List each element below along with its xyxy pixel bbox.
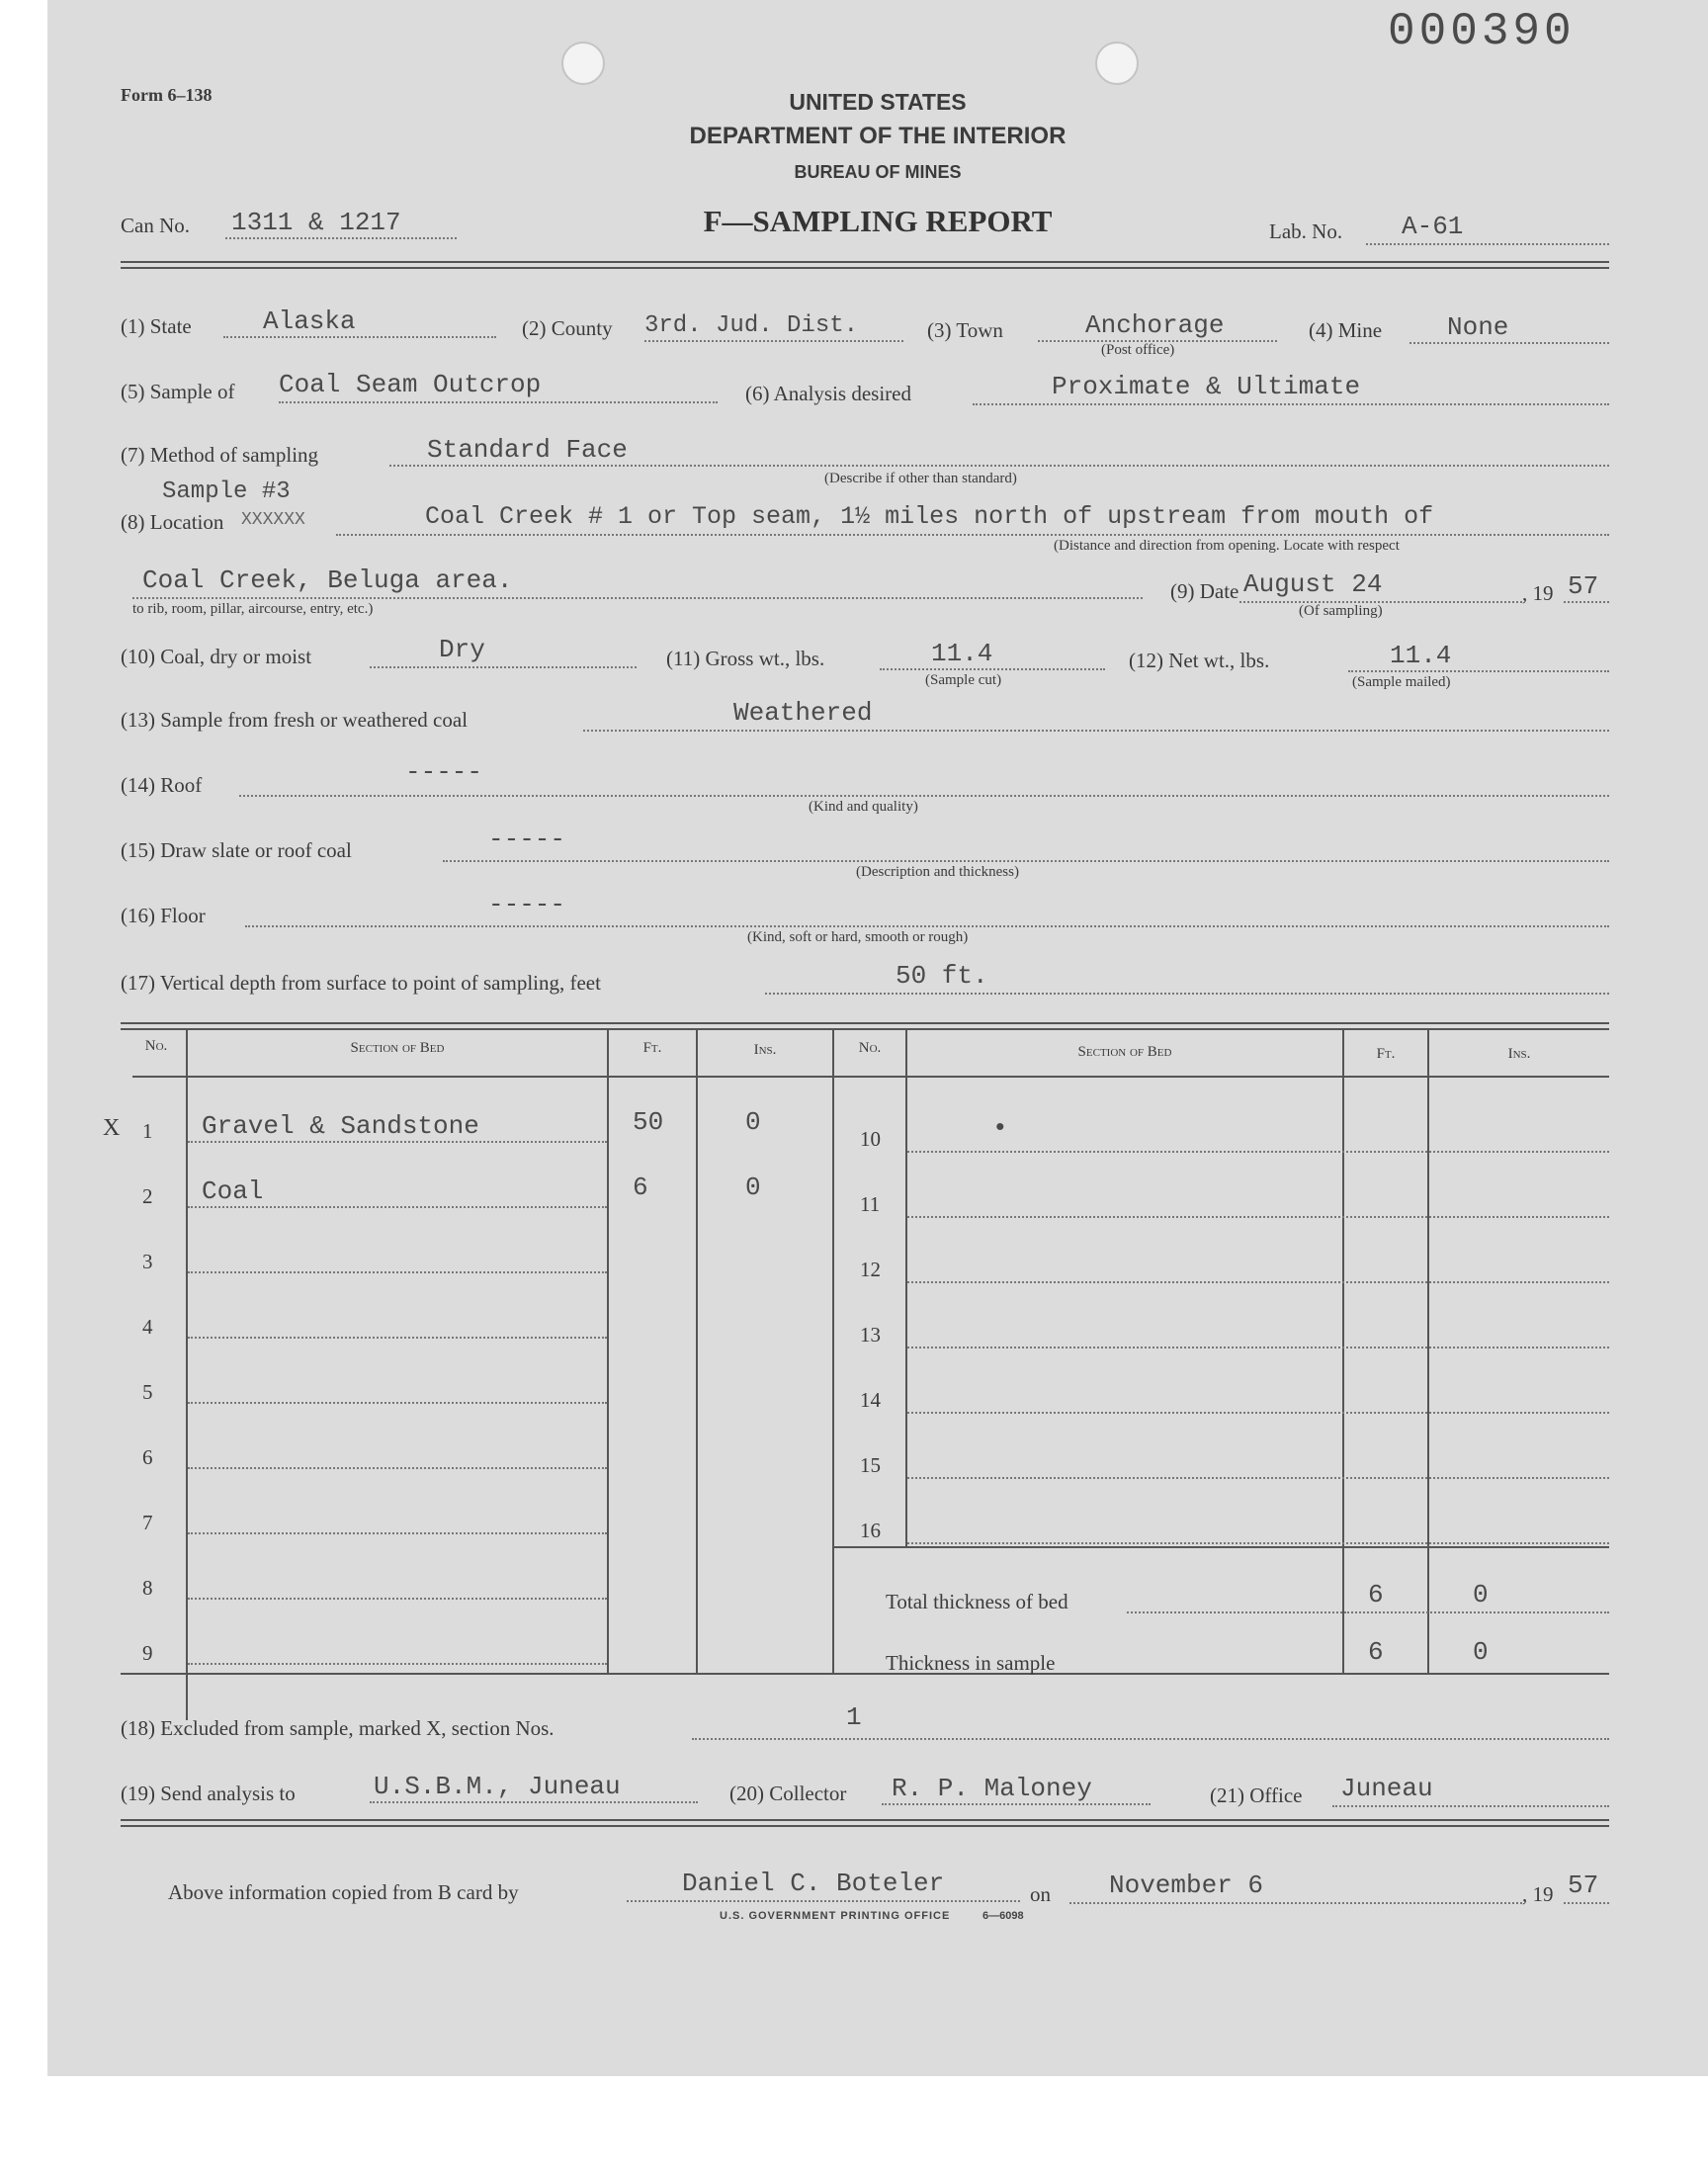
date-year-prefix: , 19 <box>1522 581 1554 605</box>
state-label: (1) State <box>121 314 192 338</box>
header-line-1: UNITED STATES <box>789 89 967 115</box>
analysis-desired-value: Proximate & Ultimate <box>1052 372 1361 401</box>
thickness-in-sample-ft: 6 <box>1368 1637 1384 1667</box>
row-number: 14 <box>860 1388 881 1412</box>
row-number: 7 <box>142 1511 153 1534</box>
header-line-3: BUREAU OF MINES <box>794 162 962 182</box>
method-note: (Describe if other than standard) <box>824 471 1017 486</box>
gross-weight-note: (Sample cut) <box>925 672 1002 688</box>
header-ft-right: Ft. <box>1376 1046 1396 1062</box>
header-no-left: No. <box>144 1038 168 1054</box>
lab-number-value: A-61 <box>1402 212 1464 241</box>
sample-of-label: (5) Sample of <box>121 380 235 403</box>
row-exclude-mark: X <box>103 1115 121 1141</box>
roof-note: (Kind and quality) <box>809 799 918 815</box>
roof-value: ----- <box>405 757 483 787</box>
collector-label: (20) Collector <box>729 1782 847 1805</box>
header-line-2: DEPARTMENT OF THE INTERIOR <box>689 123 1067 149</box>
town-note: (Post office) <box>1101 342 1175 358</box>
lab-number-label: Lab. No. <box>1269 219 1343 243</box>
row-section: Gravel & Sandstone <box>202 1111 479 1141</box>
row-number: 2 <box>142 1184 153 1208</box>
thickness-in-sample-label: Thickness in sample <box>886 1651 1056 1675</box>
gross-weight-label: (11) Gross wt., lbs. <box>666 647 825 670</box>
row-number: 8 <box>142 1576 153 1600</box>
header-section-left: Section of Bed <box>350 1040 445 1056</box>
fresh-weathered-label: (13) Sample from fresh or weathered coal <box>121 708 469 732</box>
gross-weight-value: 11.4 <box>931 639 993 668</box>
location-label: (8) Location <box>121 510 224 534</box>
form-number: Form 6–138 <box>121 85 213 105</box>
can-number-value: 1311 & 1217 <box>231 208 401 237</box>
row-number: 9 <box>142 1641 153 1665</box>
copied-year-value: 57 <box>1568 1870 1599 1900</box>
row-number: 10 <box>860 1127 881 1151</box>
row-ins: 0 <box>745 1107 761 1137</box>
mine-label: (4) Mine <box>1309 318 1383 342</box>
punch-hole-left <box>561 42 605 85</box>
office-value: Juneau <box>1340 1774 1433 1803</box>
method-value: Standard Face <box>427 435 628 465</box>
draw-slate-label: (15) Draw slate or roof coal <box>121 838 352 862</box>
header-ins-right: Ins. <box>1507 1046 1531 1062</box>
location-strikeout: XXXXXX <box>241 510 305 530</box>
roof-label: (14) Roof <box>121 773 203 797</box>
date-note: (Of sampling) <box>1299 603 1383 619</box>
row-number: 1 <box>142 1119 153 1143</box>
row-ins: 0 <box>745 1173 761 1202</box>
row-section: Coal <box>202 1176 264 1206</box>
date-year-value: 57 <box>1568 571 1599 601</box>
vertical-depth-label: (17) Vertical depth from surface to point of sampling, feet <box>121 971 601 995</box>
copied-on-value: November 6 <box>1109 1870 1264 1900</box>
town-value: Anchorage <box>1085 310 1225 340</box>
sample-number: Sample #3 <box>162 478 291 505</box>
header-no-right: No. <box>858 1040 882 1056</box>
row-number: 4 <box>142 1315 153 1339</box>
floor-note: (Kind, soft or hard, smooth or rough) <box>747 929 969 945</box>
town-label: (3) Town <box>927 318 1003 342</box>
location-value-2: Coal Creek, Beluga area. <box>142 566 513 595</box>
row-number: 16 <box>860 1519 881 1542</box>
report-title: F—SAMPLING REPORT <box>703 204 1053 238</box>
county-value: 3rd. Jud. Dist. <box>644 312 859 339</box>
form-page <box>47 0 1708 2076</box>
mine-value: None <box>1447 312 1509 342</box>
gpo-imprint: U.S. GOVERNMENT PRINTING OFFICE <box>720 1910 951 1922</box>
row-number: 12 <box>860 1258 881 1281</box>
sample-of-value: Coal Seam Outcrop <box>279 370 542 399</box>
net-weight-value: 11.4 <box>1390 641 1452 670</box>
excluded-label: (18) Excluded from sample, marked X, section Nos. <box>121 1716 555 1740</box>
punch-hole-right <box>1095 42 1139 85</box>
net-weight-note: (Sample mailed) <box>1352 674 1451 690</box>
coal-dry-moist-value: Dry <box>439 635 485 664</box>
send-analysis-value: U.S.B.M., Juneau <box>374 1772 621 1801</box>
location-value-1: Coal Creek # 1 or Top seam, 1½ miles north of upstream from mouth of <box>425 502 1434 531</box>
office-label: (21) Office <box>1210 1784 1303 1807</box>
gpo-number: 6—6098 <box>982 1910 1024 1922</box>
method-label: (7) Method of sampling <box>121 443 319 467</box>
thickness-in-sample-ins: 0 <box>1473 1637 1489 1667</box>
draw-slate-value: ----- <box>488 825 566 854</box>
row-section: • <box>992 1113 1008 1143</box>
fresh-weathered-value: Weathered <box>733 698 873 728</box>
header-ft-left: Ft. <box>642 1040 662 1056</box>
header-ins-left: Ins. <box>753 1042 777 1058</box>
floor-label: (16) Floor <box>121 904 206 927</box>
total-thickness-ft: 6 <box>1368 1580 1384 1610</box>
draw-slate-note: (Description and thickness) <box>856 864 1019 880</box>
total-thickness-ins: 0 <box>1473 1580 1489 1610</box>
location-note-1: (Distance and direction from opening. Locate with respect <box>1054 538 1400 554</box>
analysis-desired-label: (6) Analysis desired <box>745 382 911 405</box>
net-weight-label: (12) Net wt., lbs. <box>1129 649 1270 672</box>
copied-year-prefix: , 19 <box>1522 1882 1554 1906</box>
county-label: (2) County <box>522 316 613 340</box>
row-ft: 6 <box>633 1173 648 1202</box>
can-number-label: Can No. <box>121 214 190 237</box>
row-number: 11 <box>860 1192 881 1216</box>
row-number: 13 <box>860 1323 881 1347</box>
row-number: 3 <box>142 1250 153 1273</box>
collector-value: R. P. Maloney <box>892 1774 1092 1803</box>
location-note-2: to rib, room, pillar, aircourse, entry, etc.) <box>132 601 374 617</box>
coal-dry-moist-label: (10) Coal, dry or moist <box>121 645 312 668</box>
row-ft: 50 <box>633 1107 664 1137</box>
excluded-value: 1 <box>846 1702 862 1732</box>
total-thickness-label: Total thickness of bed <box>886 1590 1068 1613</box>
date-label: (9) Date <box>1170 579 1239 603</box>
header-section-right: Section of Bed <box>1077 1044 1172 1060</box>
copied-on-label: on <box>1030 1882 1051 1906</box>
copied-by-value: Daniel C. Boteler <box>682 1869 945 1898</box>
row-number: 5 <box>142 1380 153 1404</box>
floor-value: ----- <box>488 890 566 919</box>
row-number: 6 <box>142 1445 153 1469</box>
send-analysis-label: (19) Send analysis to <box>121 1782 296 1805</box>
row-number: 15 <box>860 1453 881 1477</box>
copied-by-label: Above information copied from B card by <box>168 1880 519 1904</box>
date-value: August 24 <box>1243 569 1383 599</box>
document-number: 000390 <box>1388 6 1576 57</box>
vertical-depth-value: 50 ft. <box>896 961 988 991</box>
state-value: Alaska <box>263 306 356 336</box>
